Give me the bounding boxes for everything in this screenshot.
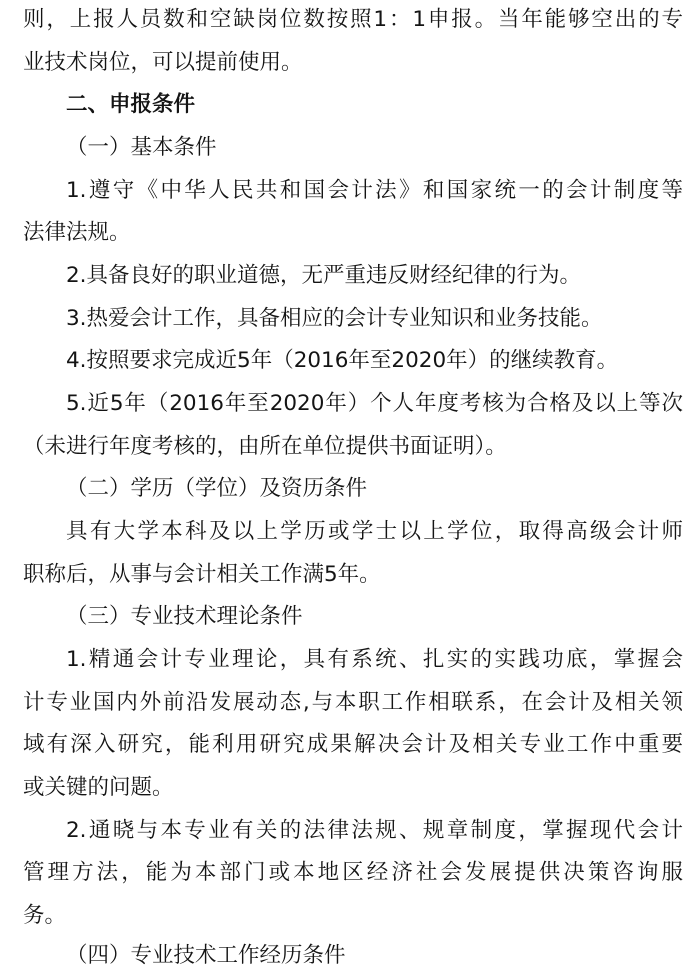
paragraph-line: 职称后，从事与会计相关工作满5年。 [23,562,381,587]
paragraph-line: 2.具备良好的职业道德，无严重违反财经纪律的行为。 [66,263,582,288]
section-heading: 二、申报条件 [66,92,196,117]
paragraph-line: 法律法规。 [23,220,131,245]
subsection-heading: （四）专业技术工作经历条件 [66,943,346,968]
subsection-heading: （二）学历（学位）及资历条件 [66,476,368,501]
subsection-heading: （一）基本条件 [66,135,217,160]
subsection-heading: （三）专业技术理论条件 [66,604,303,629]
paragraph-line: 3.热爱会计工作，具备相应的会计专业知识和业务技能。 [66,306,603,331]
paragraph-line: 则，上报人员数和空缺岗位数按照1：1申报。当年能够空出的专 [23,7,683,32]
paragraph-line: 或关键的问题。 [23,775,174,800]
paragraph-line: 计专业国内外前沿发展动态,与本职工作相联系，在会计及相关领 [23,690,683,715]
paragraph-line: （未进行年度考核的，由所在单位提供书面证明）。 [23,434,507,459]
paragraph-line: 管理方法，能为本部门或本地区经济社会发展提供决策咨询服 [23,860,683,885]
paragraph-line: 1.精通会计专业理论，具有系统、扎实的实践功底，掌握会 [66,647,683,672]
paragraph-line: 2.通晓与本专业有关的法律法规、规章制度，掌握现代会计 [66,818,683,843]
paragraph-line: 务。 [23,903,67,928]
paragraph-line: 4.按照要求完成近5年（2016年至2020年）的继续教育。 [66,348,619,373]
paragraph-line: 具有大学本科及以上学历或学士以上学位，取得高级会计师 [66,519,683,544]
paragraph-line: 1.遵守《中华人民共和国会计法》和国家统一的会计制度等 [66,178,683,203]
paragraph-line: 5.近5年（2016年至2020年）个人年度考核为合格及以上等次 [66,391,683,416]
paragraph-line: 业技术岗位，可以提前使用。 [23,50,303,75]
paragraph-line: 域有深入研究，能利用研究成果解决会计及相关专业工作中重要 [23,732,683,757]
